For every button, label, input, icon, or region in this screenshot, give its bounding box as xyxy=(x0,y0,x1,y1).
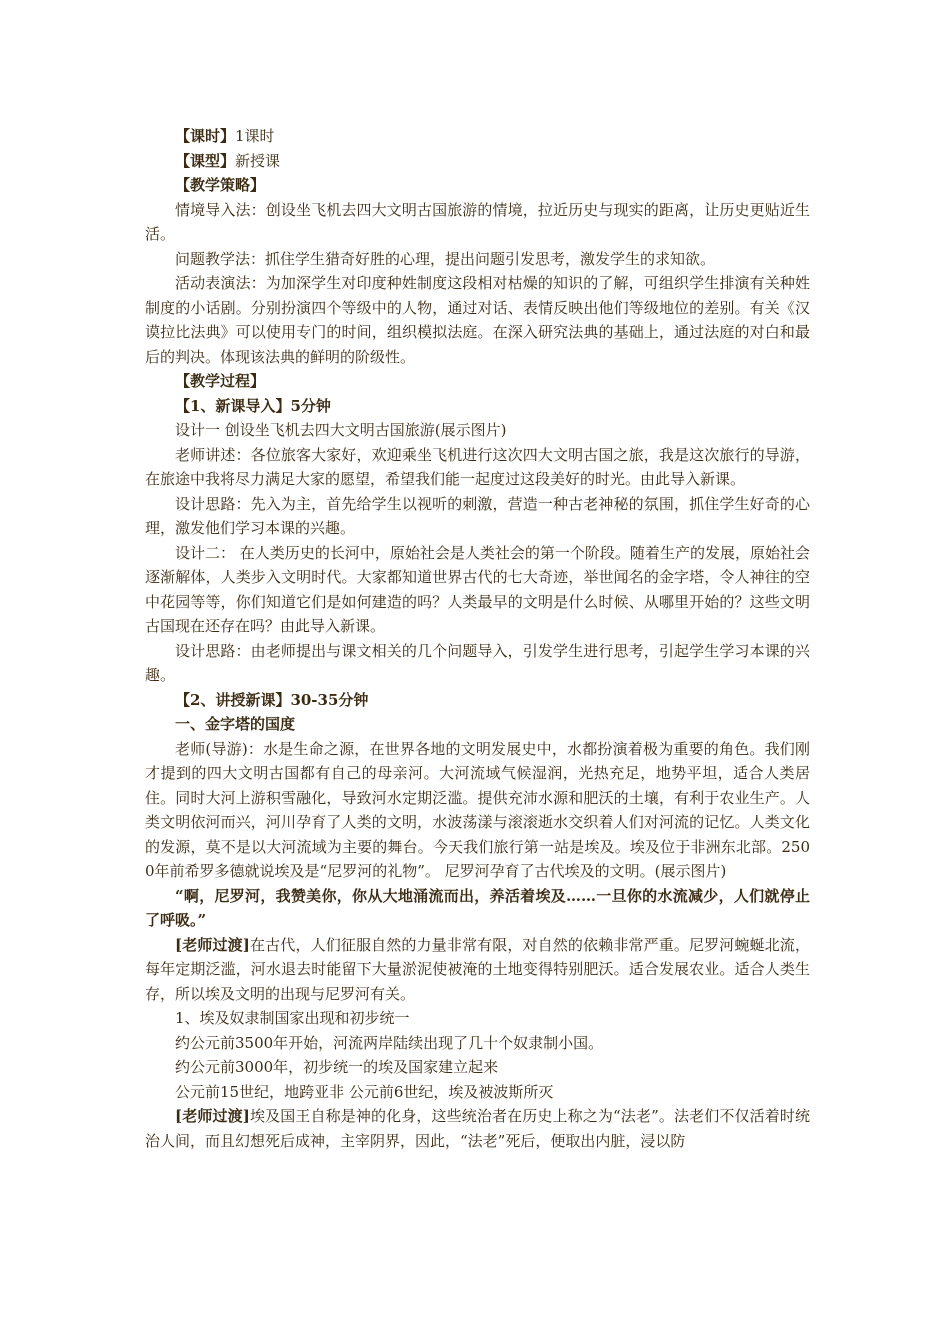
lesson-type-label: 【课型】 xyxy=(175,151,236,170)
new-lesson-heading: 【2、讲授新课】30-35分钟 xyxy=(175,690,369,709)
nile-quote: “啊，尼罗河，我赞美你，你从大地涌流而出，养活着埃及……一旦你的水流减少，人们就停止了呼吸。” xyxy=(145,886,810,929)
design-idea-two: 设计思路：由老师提出与课文相关的几个问题导入，引发学生进行思考，引起学生学习本课的兴趣。 xyxy=(145,641,810,684)
lesson-type-line xyxy=(145,149,810,174)
lesson-hours-text: 1课时 xyxy=(235,127,275,145)
fact-line-1: 约公元前3500年开始，河流两岸陆续出现了几十个奴隶制小国。 xyxy=(175,1033,604,1052)
strategy-paragraph-3: 活动表演法：为加深学生对印度种姓制度这段相对枯燥的知识的了解，可组织学生排演有关种姓制度的小话剧。分别扮演四个等级中的人物，通过对话、表情反映出他们等级地位的差别。有关《汉谟拉比法典》可以使用专门的时间，组织模拟法庭。在深入研究法典的基础上，通过法庭的对白和最后的判决。体现该法典的鲜明的阶级性。 xyxy=(145,274,810,366)
design-idea-one: 设计思路：先入为主，首先给学生以视听的刺激，营造一种古老神秘的氛围，抓住学生好奇的心理，激发他们学习本课的兴趣。 xyxy=(145,494,810,537)
process-heading: 【教学过程】 xyxy=(175,372,266,390)
strategy-paragraph-1: 情境导入法：创设坐飞机去四大文明古国旅游的情境，拉近历史与现实的距离，让历史更贴近生活。 xyxy=(145,200,810,243)
teacher-talk: 老师讲述：各位旅客大家好，欢迎乘坐飞机进行这次四大文明古国之旅，我是这次旅行的导游，在旅途中我将尽力满足大家的愿望，希望我们能一起度过这段美好的时光。由此导入新课。 xyxy=(145,445,810,488)
fact-line-2: 约公元前3000年，初步统一的埃及国家建立起来 xyxy=(175,1058,499,1076)
lesson-hours-line xyxy=(145,124,810,149)
strategy-paragraph-2: 问题教学法：抓住学生猎奇好胜的心理，提出问题引发思考，激发学生的求知欲。 xyxy=(175,249,716,268)
document-body xyxy=(145,124,810,1153)
transition-label-1: [老师过渡] xyxy=(175,935,250,954)
strategy-heading: 【教学策略】 xyxy=(175,176,266,194)
subsection-heading-1: 1、埃及奴隶制国家出现和初步统一 xyxy=(175,1009,410,1027)
lesson-type-text: 新授课 xyxy=(235,151,281,170)
fact-line-3: 公元前15世纪，地跨亚非 公元前6世纪，埃及被波斯所灭 xyxy=(175,1082,554,1101)
guide-paragraph: 老师(导游)：水是生命之源，在世界各地的文明发展史中，水都扮演着极为重要的角色。我们刚才提到的四大文明古国都有自己的母亲河。大河流域气候湿润，光热充足，地势平坦，适合人类居住。同时大河上游积雪融化，导致河水定期泛滥。提供充沛水源和肥沃的土壤，有利于农业生产。人类文明依河而兴，河川孕育了人类的文明，水波荡漾与滚滚逝水交织着人们对河流的记忆。人类文化的发源，莫不是以大河流域为主要的舞台。今天我们旅行第一站是埃及。埃及位于非洲东北部。2500年前希罗多德就说埃及是“尼罗河的礼物”。 尼罗河孕育了古代埃及的文明。(展示图片) xyxy=(145,739,810,880)
transition-text-2: 埃及国王自称是神的化身，这些统治者在历史上称之为“法老”。法老们不仅活着时统治人间，而且幻想死后成神，主宰阴界，因此，“法老”死后，便取出内脏，浸以防 xyxy=(145,1107,811,1150)
transition-text-1: 在古代，人们征服自然的力量非常有限，对自然的依赖非常严重。尼罗河蜿蜒北流，每年定期泛滥，河水退去时能留下大量淤泥使被淹的土地变得特别肥沃。适合发展农业。适合人类生存，所以埃及文明的出现与尼罗河有关。 xyxy=(145,935,810,1003)
transition-paragraph-2 xyxy=(145,1104,810,1153)
transition-paragraph-1 xyxy=(145,933,810,1007)
lesson-hours-label: 【课时】 xyxy=(175,127,236,145)
design-two: 设计二： 在人类历史的长河中，原始社会是人类社会的第一个阶段。随着生产的发展，原始社会逐渐解体，人类步入文明时代。大家都知道世界古代的七大奇迹，举世闻名的金字塔，令人神往的空中花园等等，你们知道它们是如何建造的吗？人类最早的文明是什么时候、从哪里开始的？这些文明古国现在还存在吗？由此导入新课。 xyxy=(145,543,810,635)
transition-label-2: [老师过渡] xyxy=(175,1107,250,1125)
intro-heading: 【1、新课导入】5分钟 xyxy=(175,396,331,415)
design-one: 设计一 创设坐飞机去四大文明古国旅游(展示图片) xyxy=(175,421,507,439)
section-heading-pyramid: 一、金字塔的国度 xyxy=(175,715,296,733)
